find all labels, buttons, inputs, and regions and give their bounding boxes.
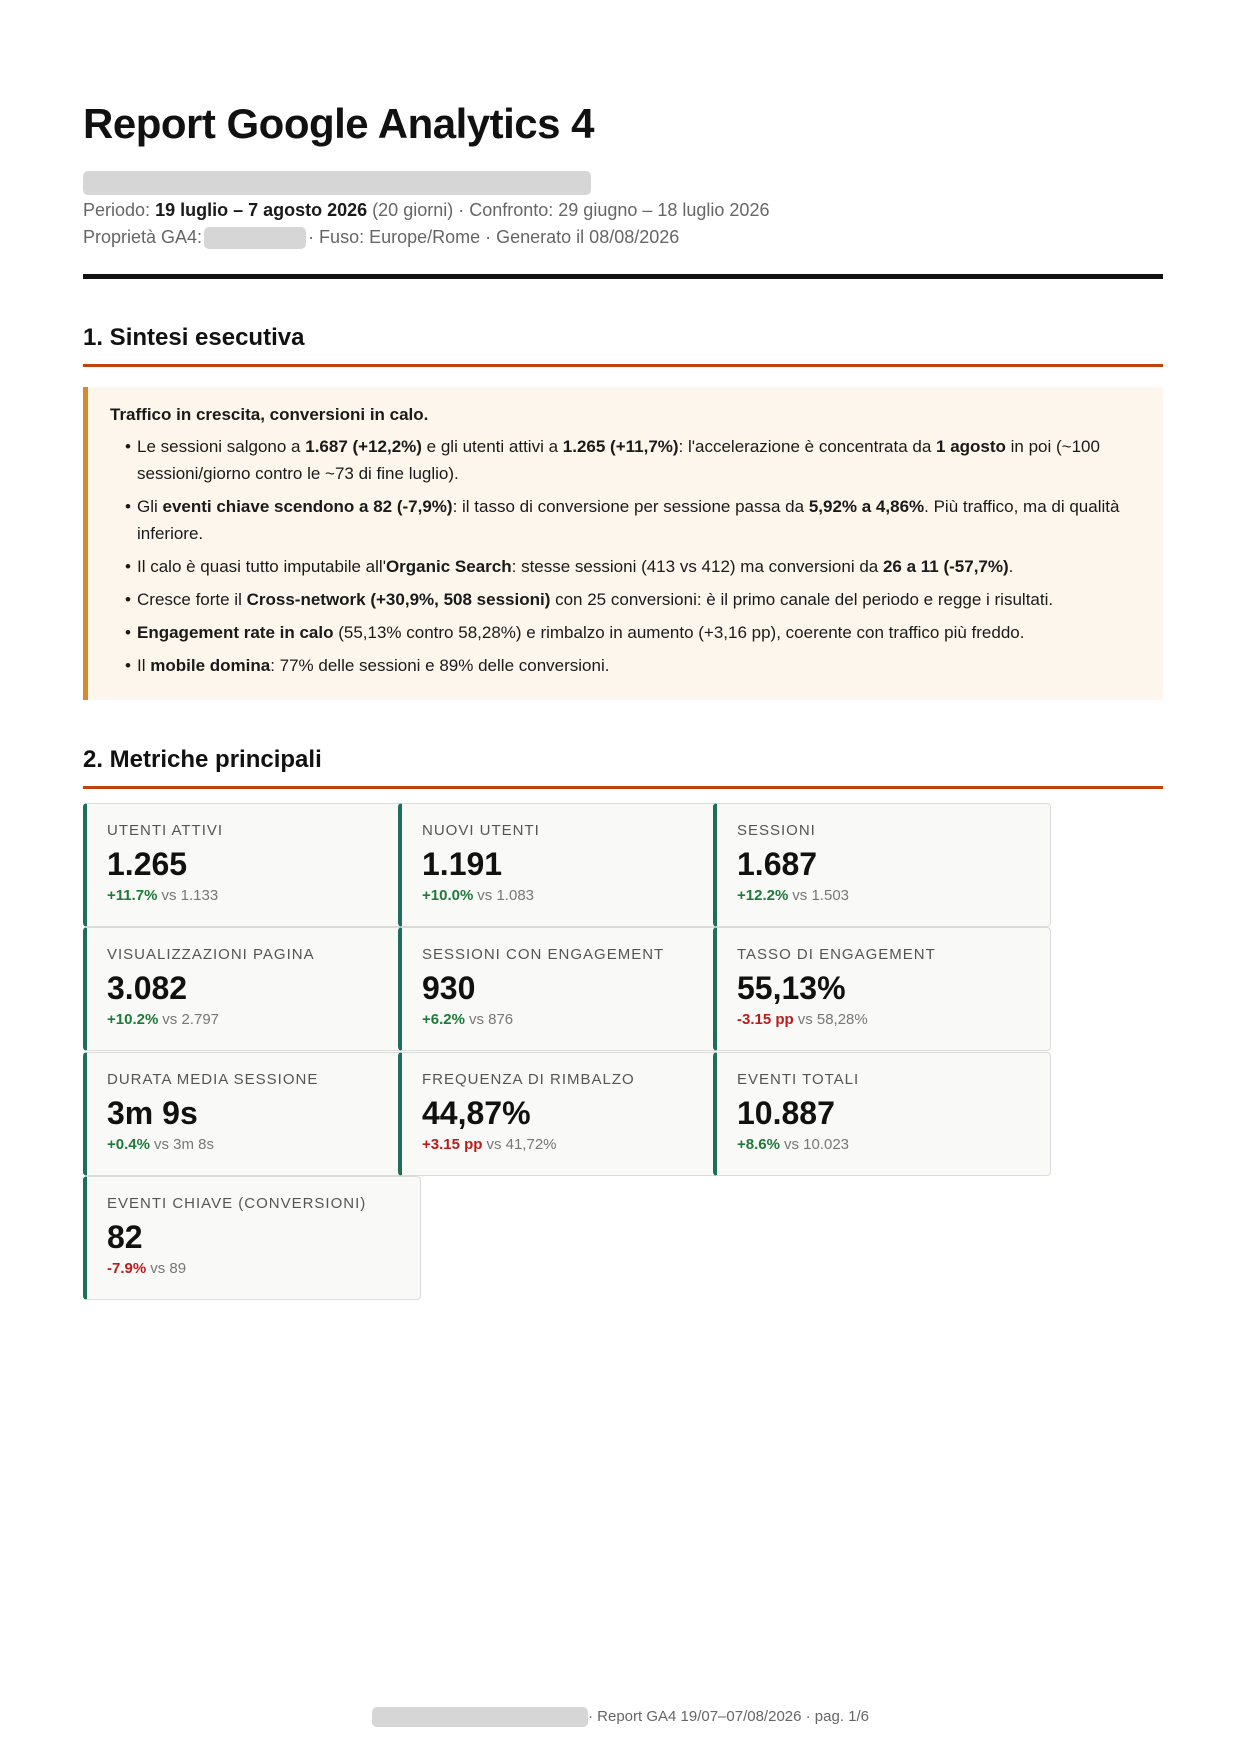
metric-value: 3m 9s: [107, 1095, 198, 1131]
metric-value: 10.887: [737, 1095, 835, 1131]
metric-compare: vs 41,72%: [486, 1136, 557, 1153]
metric-delta: [737, 1136, 1050, 1153]
summary-highlight: Cross-network (+30,9%, 508 sessioni): [246, 590, 551, 609]
summary-list: [110, 433, 1141, 679]
metric-compare: vs 89: [150, 1260, 187, 1277]
metric-card: [83, 803, 421, 927]
metric-card: [713, 927, 1051, 1051]
metric-label: SESSIONI: [737, 822, 816, 839]
metric-delta: [737, 887, 1050, 904]
period-line: [83, 197, 769, 223]
summary-highlight: 5,92% a 4,86%: [808, 497, 925, 516]
metric-value: 44,87%: [422, 1095, 531, 1131]
summary-bullet: [110, 433, 1141, 487]
metric-value: 55,13%: [737, 970, 846, 1006]
metric-compare: vs 10.023: [783, 1136, 849, 1153]
metric-delta: [422, 1136, 735, 1153]
metric-value: 1.191: [422, 846, 503, 882]
header-divider: [83, 274, 1163, 279]
metric-change: -7.9%: [107, 1260, 147, 1277]
section-divider: [83, 364, 1163, 367]
metric-compare: vs 58,28%: [797, 1011, 868, 1028]
summary-bullet: [110, 652, 1141, 679]
metric-label: FREQUENZA DI RIMBALZO: [422, 1071, 635, 1088]
metric-card: [83, 927, 421, 1051]
summary-highlight: Organic Search: [385, 557, 512, 576]
summary-text: Le sessioni salgono a: [137, 437, 306, 456]
metric-delta: [737, 1011, 1050, 1028]
summary-text: . Più traffico, ma di qualità inferiore.: [137, 497, 1120, 543]
metric-card: [83, 1052, 421, 1176]
summary-text: (55,13% contro 58,28%) e rimbalzo in aumento (+3,16 pp), coerente con traffico più freddo.: [333, 623, 1025, 642]
metric-card: [398, 803, 736, 927]
redacted-footer-name: [372, 1707, 588, 1727]
section-title-summary: 1. Sintesi esecutiva: [83, 324, 305, 351]
metric-delta: [107, 1011, 420, 1028]
metric-value: 82: [107, 1219, 143, 1255]
summary-text: Il: [137, 656, 151, 675]
page-title: Report Google Analytics 4: [83, 100, 595, 147]
comparison-period: · Confronto: 29 giugno – 18 luglio 2026: [458, 200, 770, 220]
metric-compare: vs 876: [468, 1011, 514, 1028]
metric-change: +11.7%: [107, 887, 158, 904]
metric-label: VISUALIZZAZIONI PAGINA: [107, 946, 315, 963]
metric-change: +12.2%: [737, 887, 789, 904]
metric-label: SESSIONI CON ENGAGEMENT: [422, 946, 665, 963]
metric-label: NUOVI UTENTI: [422, 822, 540, 839]
summary-bullet: [110, 586, 1141, 613]
metric-card: [713, 1052, 1051, 1176]
metric-card: [713, 803, 1051, 927]
metric-label: DURATA MEDIA SESSIONE: [107, 1071, 319, 1088]
summary-text: : stesse sessioni (413 vs 412) ma conversioni da: [511, 557, 883, 576]
metric-value: 930: [422, 970, 476, 1006]
summary-text: e gli utenti attivi a: [421, 437, 563, 456]
metric-delta: [107, 1136, 420, 1153]
executive-summary-box: [83, 387, 1163, 700]
summary-lead: Traffico in crescita, conversioni in calo.: [110, 405, 429, 424]
summary-text: con 25 conversioni: è il primo canale del periodo e regge i risultati.: [550, 590, 1054, 609]
metric-label: EVENTI CHIAVE (CONVERSIONI): [107, 1195, 367, 1212]
metric-change: +8.6%: [737, 1136, 780, 1153]
summary-bullet: [110, 619, 1141, 646]
property-label: Proprietà GA4:: [83, 227, 203, 247]
metric-value: 1.687: [737, 846, 818, 882]
metric-delta: [107, 1260, 420, 1277]
summary-highlight: 1 agosto: [936, 437, 1006, 456]
period-label: Periodo:: [83, 200, 151, 220]
section-divider: [83, 786, 1163, 789]
metric-change: +6.2%: [422, 1011, 465, 1028]
summary-highlight: 26 a 11 (-57,7%): [882, 557, 1009, 576]
metric-delta: [422, 887, 735, 904]
summary-text: in poi (~100 sessioni/giorno contro le ~73 di fine luglio).: [137, 437, 1100, 483]
footer-text: · Report GA4 19/07–07/08/2026 · pag. 1/6: [587, 1707, 870, 1725]
period-value: 19 luglio – 7 agosto 2026: [155, 200, 368, 220]
metric-label: UTENTI ATTIVI: [107, 822, 224, 839]
summary-highlight: Engagement rate in calo: [137, 623, 334, 642]
metric-change: +10.0%: [422, 887, 474, 904]
metric-compare: vs 1.133: [161, 887, 219, 904]
metric-delta: [422, 1011, 735, 1028]
summary-text: Il calo è quasi tutto imputabile all': [137, 557, 386, 576]
metric-value: 3.082: [107, 970, 188, 1006]
summary-text: Gli: [137, 497, 163, 516]
metric-change: +10.2%: [107, 1011, 159, 1028]
summary-text: : 77% delle sessioni e 89% delle conversioni.: [270, 656, 610, 675]
redacted-property-id: [204, 227, 306, 249]
property-line: [83, 224, 679, 250]
summary-highlight: 1.687 (+12,2%): [305, 437, 422, 456]
summary-text: : il tasso di conversione per sessione passa da: [452, 497, 809, 516]
summary-highlight: eventi chiave scendono a 82 (-7,9%): [162, 497, 453, 516]
summary-highlight: mobile domina: [150, 656, 271, 675]
metric-compare: vs 1.083: [477, 887, 535, 904]
section-title-metrics: 2. Metriche principali: [83, 746, 322, 773]
summary-text: Cresce forte il: [137, 590, 247, 609]
metric-card: [398, 1052, 736, 1176]
metric-change: +3.15 pp: [422, 1136, 483, 1153]
metric-change: +0.4%: [107, 1136, 150, 1153]
redacted-subtitle: [83, 171, 591, 195]
period-days: (20 giorni): [372, 200, 454, 220]
metric-card: [398, 927, 736, 1051]
metric-label: TASSO DI ENGAGEMENT: [737, 946, 936, 963]
property-details: · Fuso: Europe/Rome · Generato il 08/08/2026: [308, 227, 680, 247]
page-footer: [0, 1707, 1241, 1727]
metric-compare: vs 1.503: [792, 887, 850, 904]
summary-text: : l'accelerazione è concentrata da: [678, 437, 937, 456]
metric-change: -3.15 pp: [737, 1011, 794, 1028]
summary-bullet: [110, 553, 1141, 580]
metric-delta: [107, 887, 420, 904]
metric-value: 1.265: [107, 846, 188, 882]
metric-compare: vs 3m 8s: [153, 1136, 214, 1153]
summary-text: .: [1008, 557, 1014, 576]
metric-card: [83, 1176, 421, 1300]
metric-label: EVENTI TOTALI: [737, 1071, 860, 1088]
summary-highlight: 1.265 (+11,7%): [562, 437, 679, 456]
summary-bullet: [110, 493, 1141, 547]
metric-compare: vs 2.797: [162, 1011, 220, 1028]
